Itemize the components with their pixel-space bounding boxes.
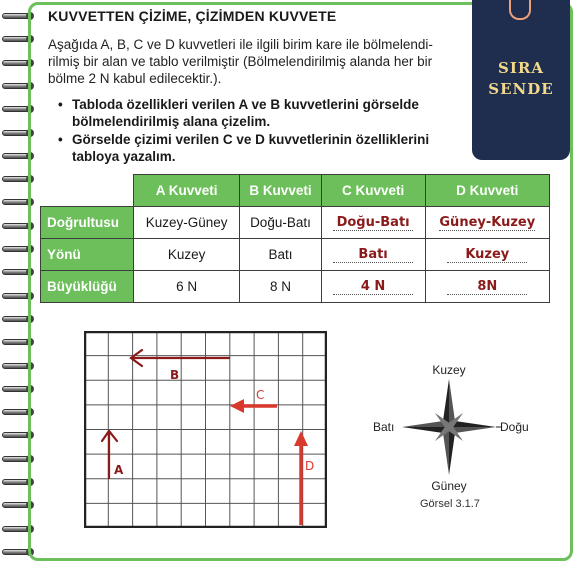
column-header: D Kuvveti (425, 175, 549, 207)
handwritten-answer: Kuzey (447, 247, 527, 263)
intro-text (48, 36, 468, 87)
table-row (41, 207, 550, 239)
row-header: Doğrultusu (41, 207, 134, 239)
row-header: Büyüklüğü (41, 271, 134, 303)
force-d-arrowhead-icon (294, 431, 308, 446)
force-grid[interactable] (84, 331, 327, 528)
row-header: Yönü (41, 239, 134, 271)
compass-icon (370, 360, 540, 520)
force-c-label: C (256, 388, 265, 402)
page-title: KUVVETTEN ÇİZİME, ÇİZİMDEN KUVVETE (48, 8, 337, 24)
table-cell: 8 N (240, 271, 321, 303)
instruction-item: • Görselde çizimi verilen C ve D kuvvetlerinin özelliklerini tabloya yazalım. (58, 131, 468, 165)
table-corner (41, 175, 134, 207)
intro-line: Aşağıda A, B, C ve D kuvvetleri ile ilgili birim kare ile bölmelendi- (48, 37, 433, 52)
badge-label (472, 58, 570, 100)
answer-cell[interactable] (321, 207, 425, 239)
handwritten-answer: 8N (447, 279, 527, 295)
table-cell: Kuzey (134, 239, 240, 271)
compass-west: Batı (373, 420, 395, 434)
column-header: C Kuvveti (321, 175, 425, 207)
intro-line: bölme 2 N kabul edilecektir.). (48, 71, 222, 86)
badge-hook-icon (509, 0, 531, 20)
force-b-label: B (170, 368, 180, 382)
table-cell: Kuzey-Güney (134, 207, 240, 239)
answer-cell[interactable] (425, 207, 549, 239)
instruction-item: • Tabloda özellikleri verilen A ve B kuvvetlerini görselde bölmelendirilmiş alana çizelim. (58, 96, 468, 130)
instruction-list (58, 96, 468, 166)
intro-line: rilmiş bir alan ve tablo verilmiştir (Bölmelendirilmiş alanda her bir (48, 54, 433, 69)
force-d-label: D (305, 459, 315, 473)
handwritten-answer: Batı (333, 247, 413, 263)
column-header: A Kuvveti (134, 175, 240, 207)
table-cell: Batı (240, 239, 321, 271)
grid-svg (84, 331, 327, 528)
table-cell: Doğu-Batı (240, 207, 321, 239)
sira-sende-badge (472, 0, 570, 160)
force-properties-table (40, 174, 550, 303)
grid-lines (84, 331, 327, 528)
answer-cell[interactable] (321, 271, 425, 303)
handwritten-answer: Doğu-Batı (333, 215, 413, 231)
answer-cell[interactable] (425, 239, 549, 271)
answer-cell[interactable] (321, 239, 425, 271)
table-row (41, 239, 550, 271)
force-c-arrowhead-icon (230, 399, 244, 413)
figure-caption: Görsel 3.1.7 (420, 498, 480, 510)
compass-east: Doğu (500, 420, 529, 434)
compass-rose (370, 360, 540, 520)
table-row (41, 271, 550, 303)
compass-north: Kuzey (432, 363, 466, 377)
force-a-label: A (114, 463, 124, 477)
badge-line-2: SENDE (488, 80, 554, 98)
handwritten-answer: Güney-Kuzey (439, 215, 536, 230)
table-cell: 6 N (134, 271, 240, 303)
badge-line-1: SIRA (498, 59, 544, 77)
handwritten-answer: 4 N (333, 279, 413, 295)
compass-south: Güney (431, 479, 467, 493)
force-b-arrow (131, 350, 229, 366)
column-header: B Kuvveti (240, 175, 321, 207)
answer-cell[interactable] (425, 271, 549, 303)
